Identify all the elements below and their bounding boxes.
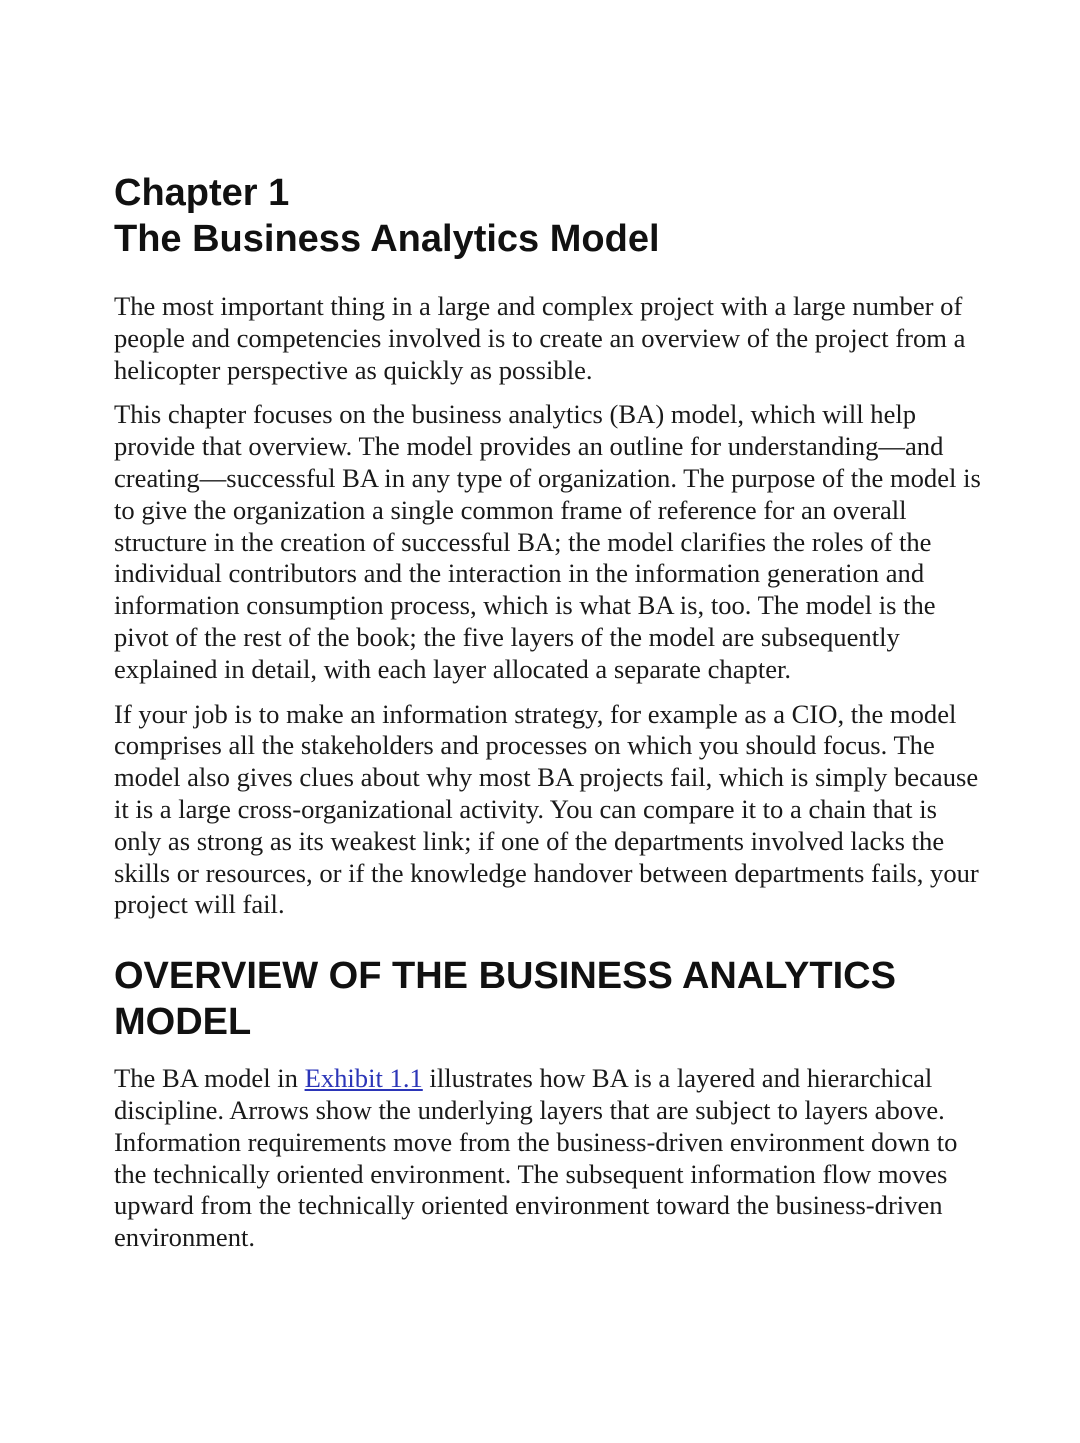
chapter-heading (114, 170, 984, 262)
intro-paragraph-3: If your job is to make an information strategy, for example as a CIO, the model comprises all the stakeholders and processes on which you should focus. The model also gives clues about why most BA projects fail, which is simply because it is a large cross-organizational activity. You can compare it to a chain that is only as strong as its weakest link; if one of the departments involved lacks the skills or resources, or if the knowledge handover between departments fails, your project will fail. (114, 698, 979, 920)
exhibit-link[interactable]: Exhibit 1.1 (304, 1063, 423, 1094)
section-heading: OVERVIEW OF THE BUSINESS ANALYTICS MODEL (114, 955, 896, 1044)
section-text-after-link: illustrates how BA is a layered and hierarchical discipline. Arrows show the underlying layers that are subject to layers above. Information requirements move from the business-driven environment down to the technically oriented environment. The subsequent information flow moves upward from the technically oriented environment toward the business-driven environment. (114, 1063, 958, 1253)
intro-paragraph-1: The most important thing in a large and complex project with a large number of people and competencies involved is to create an overview of the project from a helicopter perspective as quickly as possible. (114, 291, 966, 385)
chapter-title: The Business Analytics Model (114, 218, 660, 260)
document-page (114, 170, 984, 1267)
chapter-label: Chapter 1 (114, 172, 290, 214)
intro-paragraph-2: This chapter focuses on the business analytics (BA) model, which will help provide that overview. The model provides an outline for understanding—and creating—successful BA in any type of organization. The purpose of the model is to give the organization a single common frame of reference for an overall structure in the creation of successful BA; the model clarifies the roles of the individual contributors and the interaction in the information generation and information consumption process, which is what BA is, too. The model is the pivot of the rest of the book; the five layers of the model are subsequently explained in detail, with each layer allocated a separate chapter. (114, 399, 981, 684)
section-text-before-link: The BA model in (114, 1063, 305, 1094)
section-paragraph (114, 1063, 984, 1254)
